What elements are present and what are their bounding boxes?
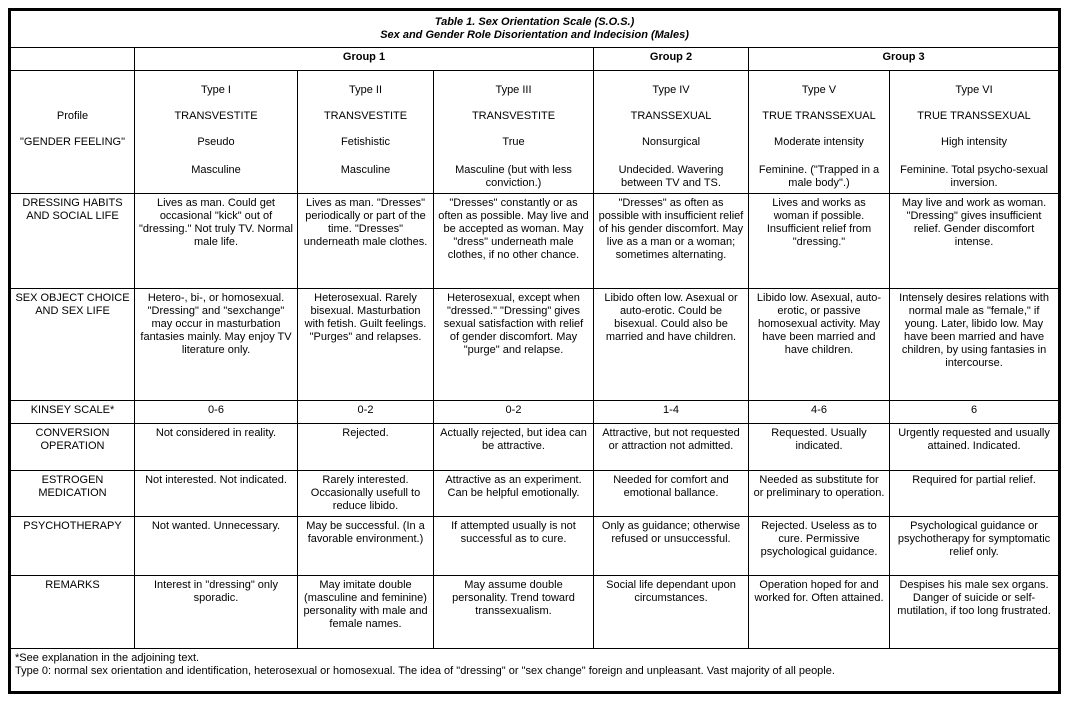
table-cell: 6 (890, 401, 1060, 424)
table-cell: "Dresses" as often as possible with insufficient relief of his gender discomfort. May live as a man or a woman; sometimes alternating. (594, 194, 749, 289)
type-category: TRANSVESTITE (174, 110, 258, 122)
profile-row-label (10, 71, 135, 194)
footnote-line2: Type 0: normal sex orientation and identification, heterosexual or homosexual. The idea of "dressing" or "sex change" foreign and unpleasant. Vast majority of all people. (15, 665, 835, 677)
table-cell: Social life dependant upon circumstances. (594, 576, 749, 649)
type-feeling: Masculine (but with less conviction.) (455, 164, 572, 189)
footnotes (10, 649, 1060, 693)
type-subtype: Fetishistic (341, 136, 390, 148)
type-header-cell-2 (298, 71, 434, 194)
type-label: Type VI (955, 84, 993, 96)
table-cell: Despises his male sex organs. Danger of suicide or self-mutilation, if too long frustrated. (890, 576, 1060, 649)
table-cell: Only as guidance; otherwise refused or unsuccessful. (594, 517, 749, 576)
table-cell: Rarely interested. Occasionally usefull to reduce libido. (298, 471, 434, 517)
type-feeling: Feminine. Total psycho-sexual inversion. (900, 164, 1048, 189)
row-label-estrogen-medication: ESTROGEN MEDICATION (10, 471, 135, 517)
type-category: TRANSVESTITE (471, 110, 556, 122)
table-cell: Actually rejected, but idea can be attractive. (434, 424, 594, 471)
row-label-sex-object-choice: SEX OBJECT CHOICE AND SEX LIFE (10, 289, 135, 401)
table-cell: 1-4 (594, 401, 749, 424)
table-title-line2: Sex and Gender Role Disorientation and Indecision (Males) (380, 29, 689, 41)
group-1-header: Group 1 (135, 48, 594, 71)
type-feeling: Masculine (191, 164, 241, 176)
table-cell: If attempted usually is not successful as to cure. (434, 517, 594, 576)
type-header-cell-6 (890, 71, 1060, 194)
type-subtype: Moderate intensity (774, 136, 864, 148)
type-header-cell-1 (135, 71, 298, 194)
table-cell: Lives as man. "Dresses" periodically or part of the time. "Dresses" underneath male clothes. (298, 194, 434, 289)
row-label-dressing-habits: DRESSING HABITS AND SOCIAL LIFE (10, 194, 135, 289)
table-cell: Lives as man. Could get occasional "kick" out of "dressing." Not truly TV. Normal male life. (135, 194, 298, 289)
type-header-cell-5 (749, 71, 890, 194)
table-cell: Operation hoped for and worked for. Often attained. (749, 576, 890, 649)
type-label: Type III (495, 84, 532, 96)
type-category: TRANSSEXUAL (630, 110, 712, 122)
group-2-header: Group 2 (594, 48, 749, 71)
table-cell: May imitate double (masculine and feminine) personality with male and female names. (298, 576, 434, 649)
table-title (10, 10, 1060, 48)
row-label-psychotherapy: PSYCHOTHERAPY (10, 517, 135, 576)
type-subtype: Pseudo (197, 136, 235, 148)
table-cell: Required for partial relief. (890, 471, 1060, 517)
table-cell: Not wanted. Unnecessary. (135, 517, 298, 576)
table-cell: Rejected. Useless as to cure. Permissive psychological guidance. (749, 517, 890, 576)
type-header-cell-3 (434, 71, 594, 194)
type-subtype: Nonsurgical (641, 136, 701, 148)
table-cell: Libido often low. Asexual or auto-erotic. Could be bisexual. Could also be married and have children. (594, 289, 749, 401)
type-header-cell-4 (594, 71, 749, 194)
table-cell: Hetero-, bi-, or homosexual. "Dressing" and "sexchange" may occur in masturbation fantasies mainly. May enjoy TV literature only. (135, 289, 298, 401)
table-cell: Heterosexual, except when "dressed." "Dressing" gives sexual satisfaction with relief of gender discomfort. May "purge" and relapse. (434, 289, 594, 401)
table-cell: 4-6 (749, 401, 890, 424)
type-subtype: True (502, 136, 525, 148)
table-cell: Rejected. (298, 424, 434, 471)
table-cell: Attractive, but not requested or attraction not admitted. (594, 424, 749, 471)
table-cell: Attractive as an experiment. Can be helpful emotionally. (434, 471, 594, 517)
table-cell: Not interested. Not indicated. (135, 471, 298, 517)
group-header-spacer (10, 48, 135, 71)
gender-feeling-label: "GENDER FEELING" (20, 136, 125, 148)
table-cell: 0-2 (434, 401, 594, 424)
sos-table (8, 8, 1061, 694)
table-cell: Intensely desires relations with normal male as "female," if young. Later, libido low. May have been married and have children, by using fantasies in intercourse. (890, 289, 1060, 401)
row-label-kinsey-scale: KINSEY SCALE* (10, 401, 135, 424)
type-label: Type II (348, 84, 383, 96)
type-label: Type I (201, 84, 231, 96)
table-title-line1: Table 1. Sex Orientation Scale (S.O.S.) (434, 16, 635, 28)
table-cell: Requested. Usually indicated. (749, 424, 890, 471)
table-cell: Not considered in reality. (135, 424, 298, 471)
type-category: TRUE TRANSSEXUAL (917, 110, 1031, 122)
table-cell: Libido low. Asexual, auto-erotic, or passive homosexual activity. May have been married and have children. (749, 289, 890, 401)
table-cell: Needed for comfort and emotional ballance. (594, 471, 749, 517)
table-cell: 0-2 (298, 401, 434, 424)
table-cell: May assume double personality. Trend toward transsexualism. (434, 576, 594, 649)
table-cell: Interest in "dressing" only sporadic. (135, 576, 298, 649)
table-cell: May be successful. (In a favorable environment.) (298, 517, 434, 576)
table-cell: May live and work as woman. "Dressing" gives insufficient relief. Gender discomfort intense. (890, 194, 1060, 289)
type-label: Type V (801, 84, 837, 96)
group-3-header: Group 3 (749, 48, 1060, 71)
profile-spacer (15, 84, 130, 110)
type-feeling: Undecided. Wavering between TV and TS. (618, 164, 724, 189)
type-category: TRANSVESTITE (323, 110, 408, 122)
row-label-remarks: REMARKS (10, 576, 135, 649)
type-label: Type IV (652, 84, 690, 96)
type-feeling: Feminine. ("Trapped in a male body".) (758, 164, 880, 189)
type-subtype: High intensity (941, 136, 1008, 148)
type-category: TRUE TRANSSEXUAL (762, 110, 876, 122)
table-cell: "Dresses" constantly or as often as possible. May live and be accepted as woman. May "dress" underneath male clothes, if no other chance. (434, 194, 594, 289)
row-label-conversion-operation: CONVERSION OPERATION (10, 424, 135, 471)
table-cell: Lives and works as woman if possible. Insufficient relief from "dressing." (749, 194, 890, 289)
type-feeling: Masculine (340, 164, 391, 176)
footnote-line1: *See explanation in the adjoining text. (15, 652, 200, 664)
table-cell: Urgently requested and usually attained. Indicated. (890, 424, 1060, 471)
table-cell: Psychological guidance or psychotherapy for symptomatic relief only. (890, 517, 1060, 576)
table-cell: Needed as substitute for or preliminary to operation. (749, 471, 890, 517)
table-cell: 0-6 (135, 401, 298, 424)
table-cell: Heterosexual. Rarely bisexual. Masturbation with fetish. Guilt feelings. "Purges" and relapses. (298, 289, 434, 401)
profile-label: Profile (56, 110, 89, 122)
